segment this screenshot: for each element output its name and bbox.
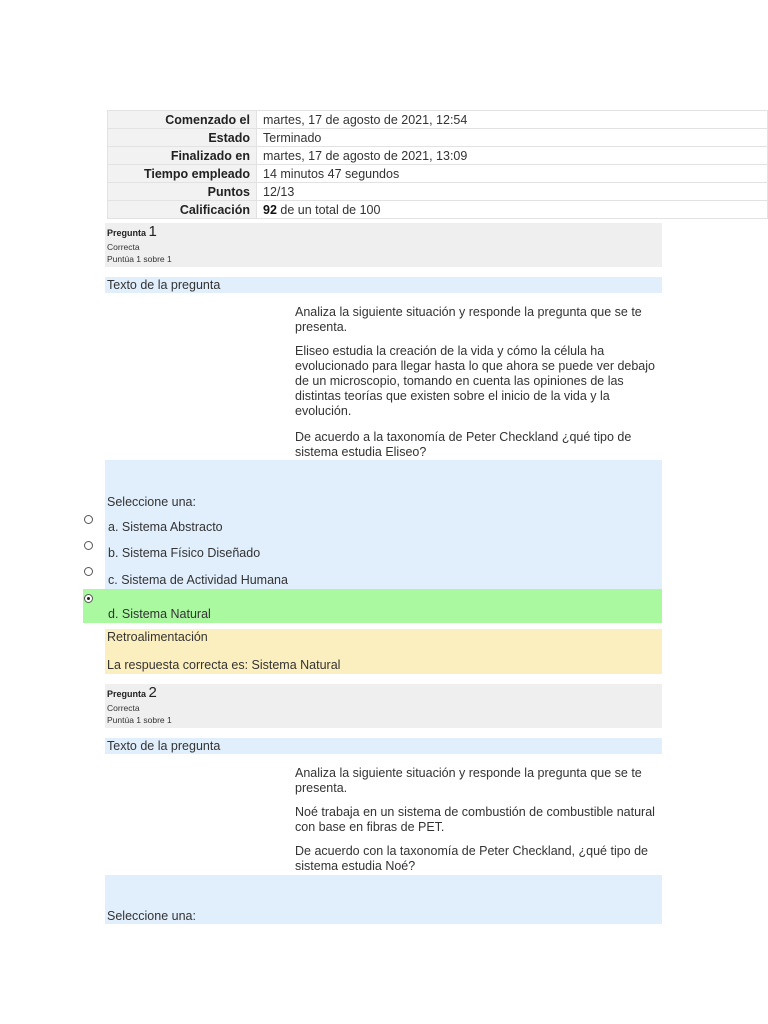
question-1-score: Puntúa 1 sobre 1: [107, 254, 172, 264]
summary-row: [108, 111, 768, 129]
question-paragraph: Noé trabaja en un sistema de combustión de combustible natural con base en fibras de PET.: [295, 805, 655, 834]
question-2-title: Pregunta 2: [107, 684, 157, 701]
question-2-status: Correcta: [107, 703, 140, 713]
attempt-summary-table: [107, 110, 768, 219]
option-a-radio[interactable]: [84, 515, 93, 524]
summary-label: Estado: [108, 129, 257, 147]
question-1-spacer: [105, 293, 292, 460]
question-1-status: Correcta: [107, 242, 140, 252]
question-number: 2: [148, 684, 157, 701]
select-one-label: Seleccione una:: [107, 909, 196, 923]
question-1-text-heading: Texto de la pregunta: [105, 277, 662, 293]
summary-row: [108, 147, 768, 165]
grade-value: [257, 201, 768, 219]
question-2-score: Puntúa 1 sobre 1: [107, 715, 172, 725]
grade-total: de un total de 100: [276, 202, 381, 217]
question-2-text-heading: Texto de la pregunta: [105, 738, 662, 754]
summary-row: [108, 201, 768, 219]
summary-value: martes, 17 de agosto de 2021, 12:54: [257, 111, 768, 129]
summary-value: martes, 17 de agosto de 2021, 13:09: [257, 147, 768, 165]
summary-row: [108, 165, 768, 183]
summary-value: Terminado: [257, 129, 768, 147]
summary-row: [108, 129, 768, 147]
question-2-info: [105, 684, 662, 728]
feedback-text: La respuesta correcta es: Sistema Natural: [107, 658, 341, 672]
option-d-radio-selected[interactable]: [84, 594, 93, 603]
option-a-label[interactable]: a. Sistema Abstracto: [108, 520, 223, 534]
feedback-heading: Retroalimentación: [107, 630, 208, 644]
summary-row: [108, 183, 768, 201]
question-paragraph: De acuerdo a la taxonomía de Peter Checkland ¿qué tipo de sistema estudia Eliseo?: [295, 430, 632, 459]
option-b-label[interactable]: b. Sistema Físico Diseñado: [108, 546, 261, 560]
question-2-body: [292, 754, 662, 875]
summary-label: Puntos: [108, 183, 257, 201]
question-1-title: Pregunta 1: [107, 223, 157, 240]
question-paragraph: De acuerdo con la taxonomía de Peter Checkland, ¿qué tipo de sistema estudia Noé?: [295, 844, 648, 873]
question-1-body: [292, 293, 662, 460]
question-1-info: [105, 223, 662, 267]
summary-value: 12/13: [257, 183, 768, 201]
question-paragraph: Analiza la siguiente situación y responde la pregunta que se te presenta.: [295, 305, 642, 334]
grade-score: 92: [263, 202, 277, 217]
summary-value: 14 minutos 47 segundos: [257, 165, 768, 183]
option-c-label[interactable]: c. Sistema de Actividad Humana: [108, 573, 288, 587]
option-b-radio[interactable]: [84, 541, 93, 550]
summary-label: Calificación: [108, 201, 257, 219]
summary-label: Tiempo empleado: [108, 165, 257, 183]
question-2-spacer: [105, 754, 292, 875]
summary-label: Finalizado en: [108, 147, 257, 165]
question-paragraph: Eliseo estudia la creación de la vida y cómo la célula ha evolucionado para llegar hasta lo que ahora se puede ver debajo de un microscopio, tomando en cuenta las opiniones de las distintas teorías que existen sobre el inicio de la vida y la evolución.: [295, 344, 655, 418]
select-one-label: Seleccione una:: [107, 495, 196, 509]
summary-label: Comenzado el: [108, 111, 257, 129]
question-number: 1: [148, 223, 157, 240]
question-paragraph: Analiza la siguiente situación y responde la pregunta que se te presenta.: [295, 766, 642, 795]
question-1-feedback: [105, 629, 662, 674]
option-c-radio[interactable]: [84, 567, 93, 576]
option-d-label[interactable]: d. Sistema Natural: [108, 607, 211, 621]
